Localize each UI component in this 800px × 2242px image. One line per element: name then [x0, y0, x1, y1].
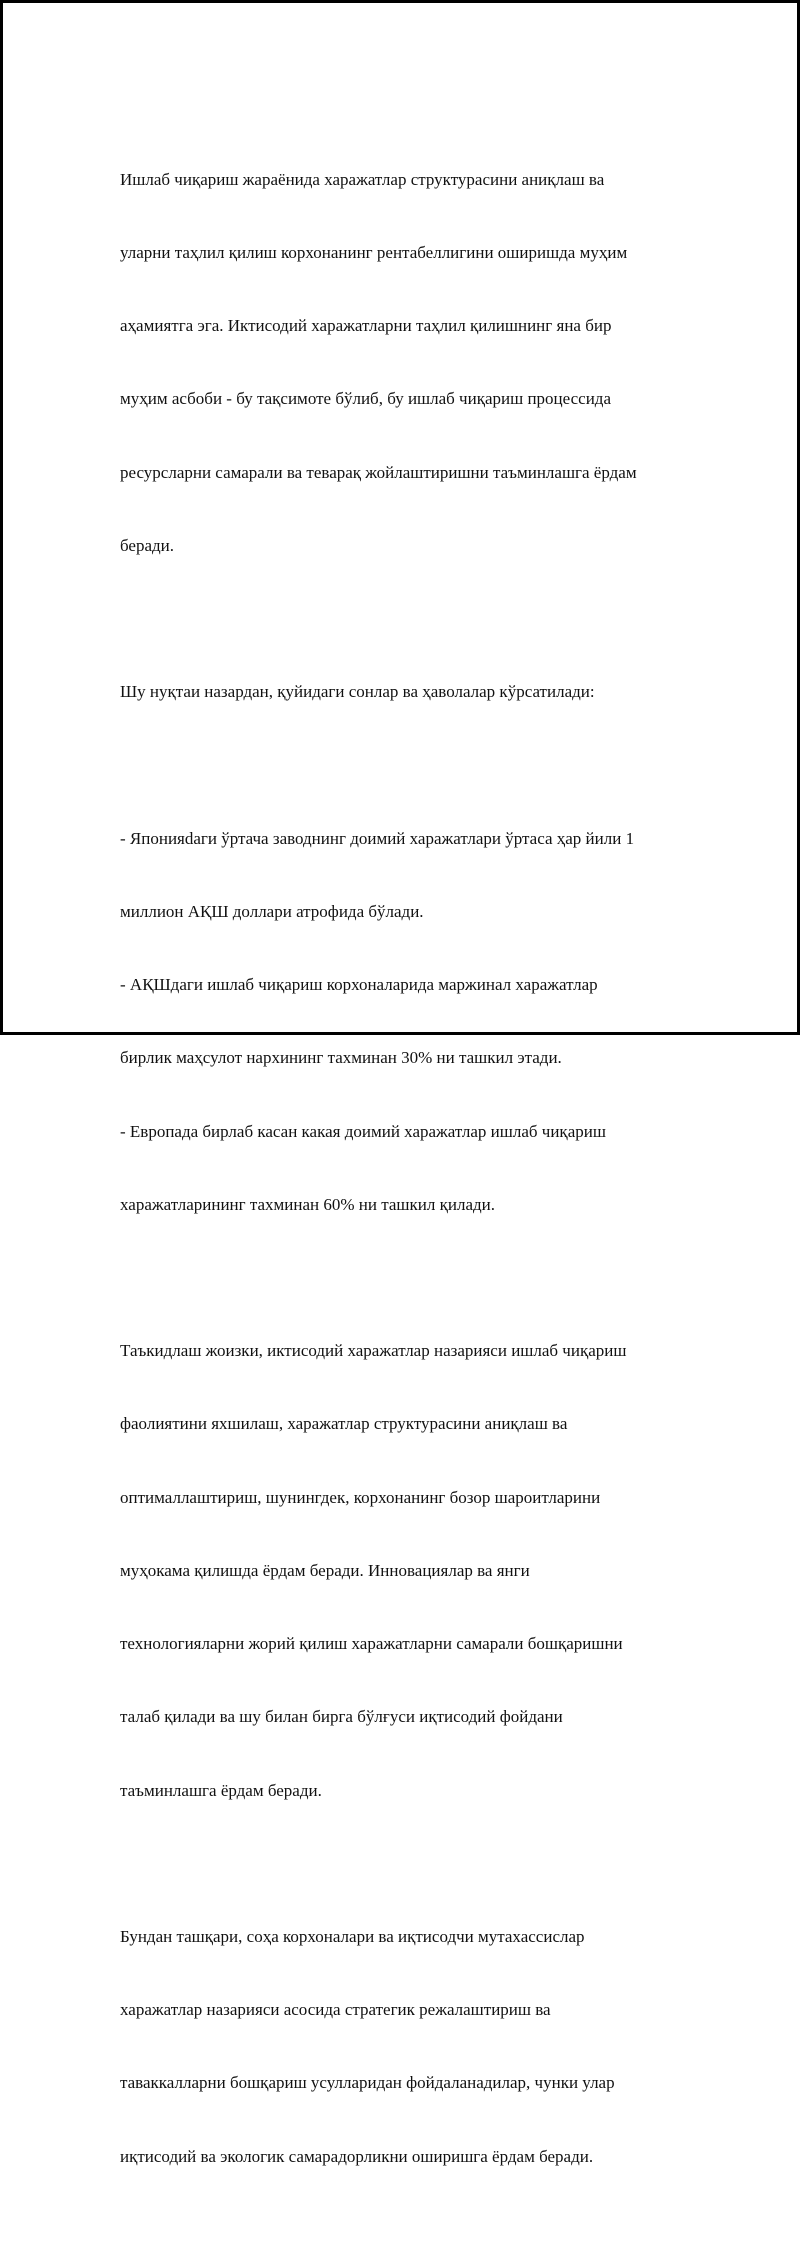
list-item-line: бирлик маҳсулот нархининг тахминан 30% ни ташкил этади.	[120, 1048, 562, 1068]
paragraph-bullet-list	[120, 778, 690, 1266]
text-line: технологияларни жорий қилиш харажатларни самарали бошқаришни	[120, 1634, 623, 1654]
text-line: Ишлаб чиқариш жараёнида харажатлар структурасини аниқлаш ва	[120, 169, 605, 189]
text-line: харажатлар назарияси асосида стратегик режалаштириш ва	[120, 2000, 551, 2020]
text-line: таъминлашга ёрдам беради.	[120, 1780, 322, 1800]
text-line: иқтисодий ва экологик самарадорликни оширишга ёрдам беради.	[120, 2146, 594, 2166]
list-item-line: миллион АҚШ доллари атрофида бўлади.	[120, 901, 424, 921]
list-item-line: - Европада бирлаб касан какая доимий харажатлар ишлаб чиқариш	[120, 1121, 606, 1141]
text-line: Таъкидлаш жоизки, иктисодий харажатлар назарияси ишлаб чиқариш	[120, 1341, 627, 1361]
document-body	[120, 119, 690, 2242]
text-line: фаолиятини яхшилаш, харажатлар структурасини аниқлаш ва	[120, 1414, 568, 1434]
text-line: уларни таҳлил қилиш корхонанинг рентабеллигини оширишда муҳим	[120, 243, 628, 263]
text-line: Шу нуқтаи назардан, қуйидаги сонлар ва ҳаволалар кўрсатилади:	[120, 682, 595, 702]
list-item-line: харажатларининг тахминан 60% ни ташкил қилади.	[120, 1194, 495, 1214]
list-item-line: - Японияdаги ўртача заводнинг доимий харажатлари ўртаса ҳар йили 1	[120, 828, 635, 848]
paragraph-intro	[120, 119, 690, 607]
text-line: таваккалларни бошқариш усулларидан фойдаланадилар, чунки улар	[120, 2073, 615, 2093]
text-line: муҳим асбоби - бу тақсимоте бўлиб, бу ишлаб чиқариш процессида	[120, 389, 611, 409]
text-line: Бундан ташқари, соҳа корхоналари ва иқтисодчи мутахассислар	[120, 1927, 585, 1946]
text-line: муҳокама қилишда ёрдам беради. Инновациялар ва янги	[120, 1560, 530, 1580]
text-line: ресурсларни самарали ва теварақ жойлаштиришни таъминлашга ёрдам	[120, 462, 637, 482]
paragraph-conclusion	[120, 1876, 690, 2218]
list-item-line: - АҚШдаги ишлаб чиқариш корхоналарида маржинал харажатлар	[120, 975, 598, 995]
paragraph-emphasis	[120, 1290, 690, 1851]
text-line: аҳамиятга эга. Иктисодий харажатларни таҳлил қилишнинг яна бир	[120, 316, 612, 336]
text-line: беради.	[120, 535, 175, 555]
text-line: оптималлаштириш, шунингдек, корхонанинг бозор шароитларини	[120, 1487, 601, 1507]
paragraph-lead-in	[120, 632, 690, 754]
text-line: талаб қилади ва шу билан бирга бўлғуси иқтисодий фойдани	[120, 1707, 563, 1727]
